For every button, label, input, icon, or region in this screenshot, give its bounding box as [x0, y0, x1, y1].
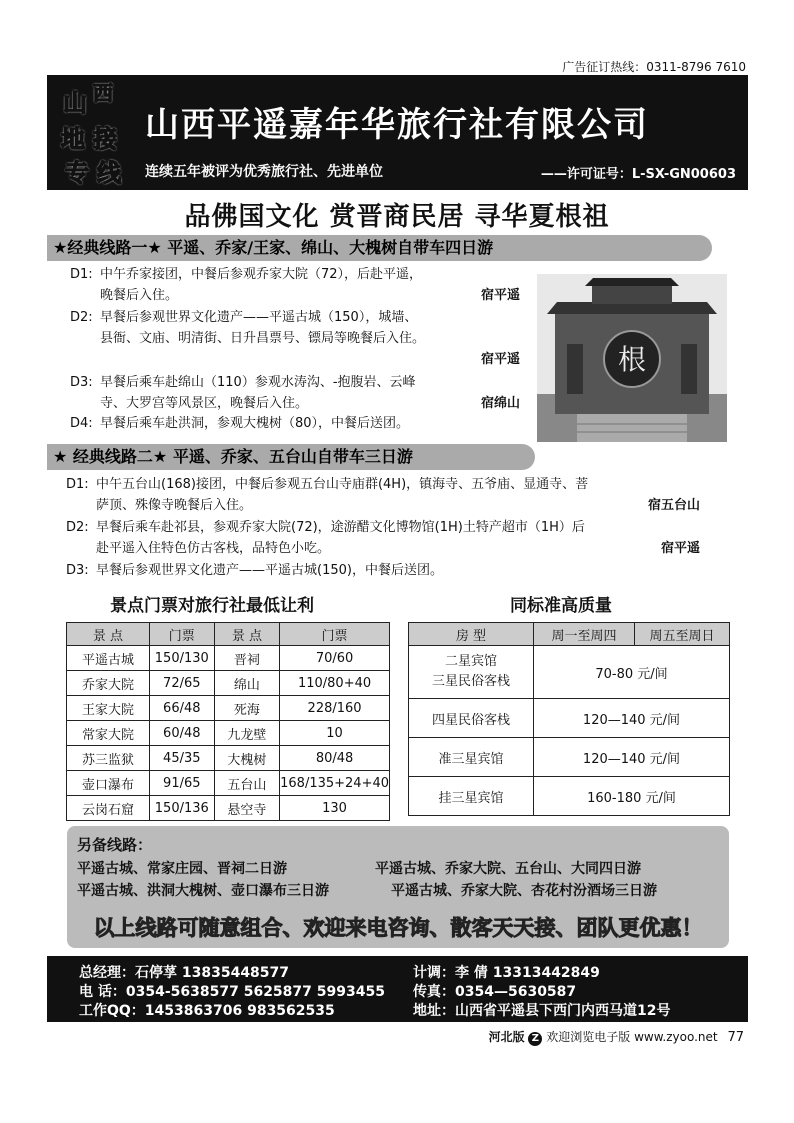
cell: 大槐树: [214, 746, 279, 771]
price-cell: 120—140 元/间: [534, 738, 730, 777]
room-type: 二星宾馆: [444, 654, 497, 669]
edition: 河北版: [488, 1030, 525, 1044]
logo-char: 西: [93, 81, 113, 105]
table-row: [67, 721, 390, 746]
company-name: 山西平遥嘉年华旅行社有限公司: [145, 105, 649, 145]
cell: 晋祠: [214, 646, 279, 671]
license-number: ——许可证号：L-SX-GN00603: [540, 167, 736, 182]
room-type: 准三星宾馆: [409, 738, 534, 777]
award-text: 连续五年被评为优秀旅行社、先进单位: [145, 164, 383, 180]
page-number: 77: [727, 1030, 744, 1045]
logo-char: 接: [93, 124, 117, 153]
cell: 壶口瀑布: [67, 771, 150, 796]
stay-location: 宿绵山: [480, 396, 520, 411]
fax-contact: 传真：0354—5630587: [413, 984, 577, 1000]
price-cell: 160-180 元/间: [534, 777, 730, 816]
logo-char: 山: [63, 88, 87, 117]
route2-day2: [66, 517, 700, 559]
table-row: [67, 771, 390, 796]
route2-day3: [66, 560, 700, 581]
contact-footer: [47, 956, 748, 1022]
logo-char: 专: [65, 158, 89, 187]
day-label: D1:: [66, 477, 89, 492]
table-row: [409, 738, 730, 777]
day-text: 赴平遥入住特色仿古客栈，品特色小吃。: [96, 541, 331, 556]
day-label: D2:: [66, 520, 89, 535]
other-routes-box: [67, 826, 729, 948]
page-footer: [489, 1028, 744, 1046]
other-route: 平遥古城、常家庄园、晋祠二日游: [77, 861, 287, 877]
table-row: [67, 746, 390, 771]
tickets-title: 景点门票对旅行社最低让利: [110, 596, 314, 616]
table-row: [409, 699, 730, 738]
room-type: 三星民俗客栈: [431, 674, 510, 689]
route1-title: ★经典线路一★ 平遥、乔家/王家、绵山、大槐树自带车四日游: [47, 235, 712, 261]
cell: 45/35: [149, 746, 214, 771]
cell: 五台山: [214, 771, 279, 796]
manager-contact: 总经理：石停莩 13835448577: [79, 965, 290, 981]
day-text: 萨顶、殊像寺晚餐后入住。: [96, 498, 253, 513]
cell: 乔家大院: [67, 671, 150, 696]
header-banner: [47, 75, 748, 190]
col-header: 周一至周四: [534, 623, 635, 646]
route2-day1: [66, 474, 700, 516]
col-header: 房 型: [409, 623, 534, 646]
cell: 150/130: [149, 646, 214, 671]
day-text: 晚餐后入住。: [100, 288, 179, 303]
col-header: 周五至周日: [635, 623, 730, 646]
table-row: [67, 671, 390, 696]
cell: 云岗石窟: [67, 796, 150, 821]
day-text: 寺、大罗宫等风景区，晚餐后入住。: [100, 396, 309, 411]
cell: 70/60: [280, 646, 390, 671]
address-contact: 地址：山西省平遥县下西门内西马道12号: [413, 1003, 671, 1019]
day-text: 中午乔家接团，中餐后参观乔家大院（72），后赴平遥，: [100, 267, 423, 282]
day-text: 早餐后乘车赴绵山（110）参观水涛沟、-抱腹岩、云峰: [100, 375, 416, 390]
gate-plaque-text: 根: [617, 343, 647, 376]
logo-char: 线: [97, 158, 121, 187]
day-label: D3:: [66, 563, 89, 578]
day-label: D1:: [70, 267, 93, 282]
z-badge-icon: Z: [528, 1032, 542, 1046]
cell: 王家大院: [67, 696, 150, 721]
ad-hotline: 广告征订热线：0311-8796 7610: [562, 60, 746, 74]
table-row: [409, 777, 730, 816]
route1-day3: [70, 372, 520, 414]
other-route: 平遥古城、乔家大院、五台山、大同四日游: [375, 861, 641, 877]
room-type: 四星民俗客栈: [409, 699, 534, 738]
other-routes-title: 另备线路：: [77, 836, 153, 854]
day-text: 县衙、文庙、明清街、日升昌票号、镖局等晚餐后入住。: [100, 331, 426, 346]
cell: 九龙壁: [214, 721, 279, 746]
logo: [59, 81, 137, 185]
table-row: [67, 796, 390, 821]
cell: 绵山: [214, 671, 279, 696]
day-text: 早餐后乘车赴洪洞，参观大槐树（80），中餐后送团。: [100, 416, 410, 431]
day-text: 早餐后乘车赴祁县，参观乔家大院(72)，途游醋文化博物馆(1H)土特产超市（1H）后: [96, 520, 585, 535]
day-text: 中午五台山(168)接团，中餐后参观五台山寺庙群(4H)，镇海寺、五爷庙、显通寺、菩: [96, 477, 589, 492]
table-row: [67, 646, 390, 671]
dispatch-contact: 计调：李 倩 13313442849: [413, 965, 600, 981]
route1-day2: [70, 307, 520, 367]
cell: 平遥古城: [67, 646, 150, 671]
cell: 80/48: [280, 746, 390, 771]
day-label: D4:: [70, 416, 93, 431]
stay-location: 宿平遥: [480, 352, 520, 367]
route1-day4: [70, 413, 530, 434]
stay-location: 宿五台山: [647, 498, 700, 513]
stay-location: 宿平遥: [660, 541, 700, 556]
slogan: 品佛国文化 赏晋商民居 寻华夏根祖: [184, 202, 610, 232]
cell: 150/136: [149, 796, 214, 821]
col-header: 门票: [280, 623, 390, 646]
cell: 228/160: [280, 696, 390, 721]
day-text: 早餐后参观世界文化遗产——平遥古城(150)，中餐后送团。: [96, 563, 443, 578]
col-header: 景 点: [67, 623, 150, 646]
cell: 常家大院: [67, 721, 150, 746]
day-label: D2:: [70, 310, 93, 325]
cell: 91/65: [149, 771, 214, 796]
cell: 苏三监狱: [67, 746, 150, 771]
hotels-table: [408, 622, 730, 816]
table-row: [67, 696, 390, 721]
other-route: 平遥古城、洪洞大槐树、壶口瀑布三日游: [77, 883, 329, 899]
other-route: 平遥古城、乔家大院、杏花村汾酒场三日游: [391, 883, 657, 899]
logo-char: 地: [61, 124, 85, 153]
room-type: 挂三星宾馆: [409, 777, 534, 816]
stay-location: 宿平遥: [480, 288, 520, 303]
day-text: 早餐后参观世界文化遗产——平遥古城（150），城墙、: [100, 310, 418, 325]
col-header: 门票: [149, 623, 214, 646]
cell: 110/80+40: [280, 671, 390, 696]
qq-contact: 工作QQ：1453863706 983562535: [79, 1003, 335, 1019]
table-row: [409, 646, 730, 699]
phone-contact: 电 话：0354-5638577 5625877 5993455: [79, 984, 385, 1000]
cell: 66/48: [149, 696, 214, 721]
hotels-title: 同标准高质量: [510, 596, 612, 616]
cell: 72/65: [149, 671, 214, 696]
cell: 死海: [214, 696, 279, 721]
price-cell: 120—140 元/间: [534, 699, 730, 738]
tickets-table: [66, 622, 390, 821]
day-label: D3:: [70, 375, 93, 390]
cell: 60/48: [149, 721, 214, 746]
cell: 10: [280, 721, 390, 746]
welcome-banner: 以上线路可随意组合、欢迎来电咨询、散客天天接、团队更优惠！: [93, 916, 703, 940]
gate-photo: [537, 274, 727, 442]
route2-title: ★ 经典线路二★ 平遥、乔家、五台山自带车三日游: [47, 444, 535, 470]
website-text: 欢迎浏览电子版 www.zyoo.net: [546, 1030, 718, 1044]
cell: 168/135+24+40: [280, 771, 390, 796]
col-header: 景 点: [214, 623, 279, 646]
cell: 悬空寺: [214, 796, 279, 821]
cell: 130: [280, 796, 390, 821]
route1-day1: [70, 264, 520, 306]
price-cell: 70-80 元/间: [534, 646, 730, 699]
cell: [409, 646, 534, 699]
